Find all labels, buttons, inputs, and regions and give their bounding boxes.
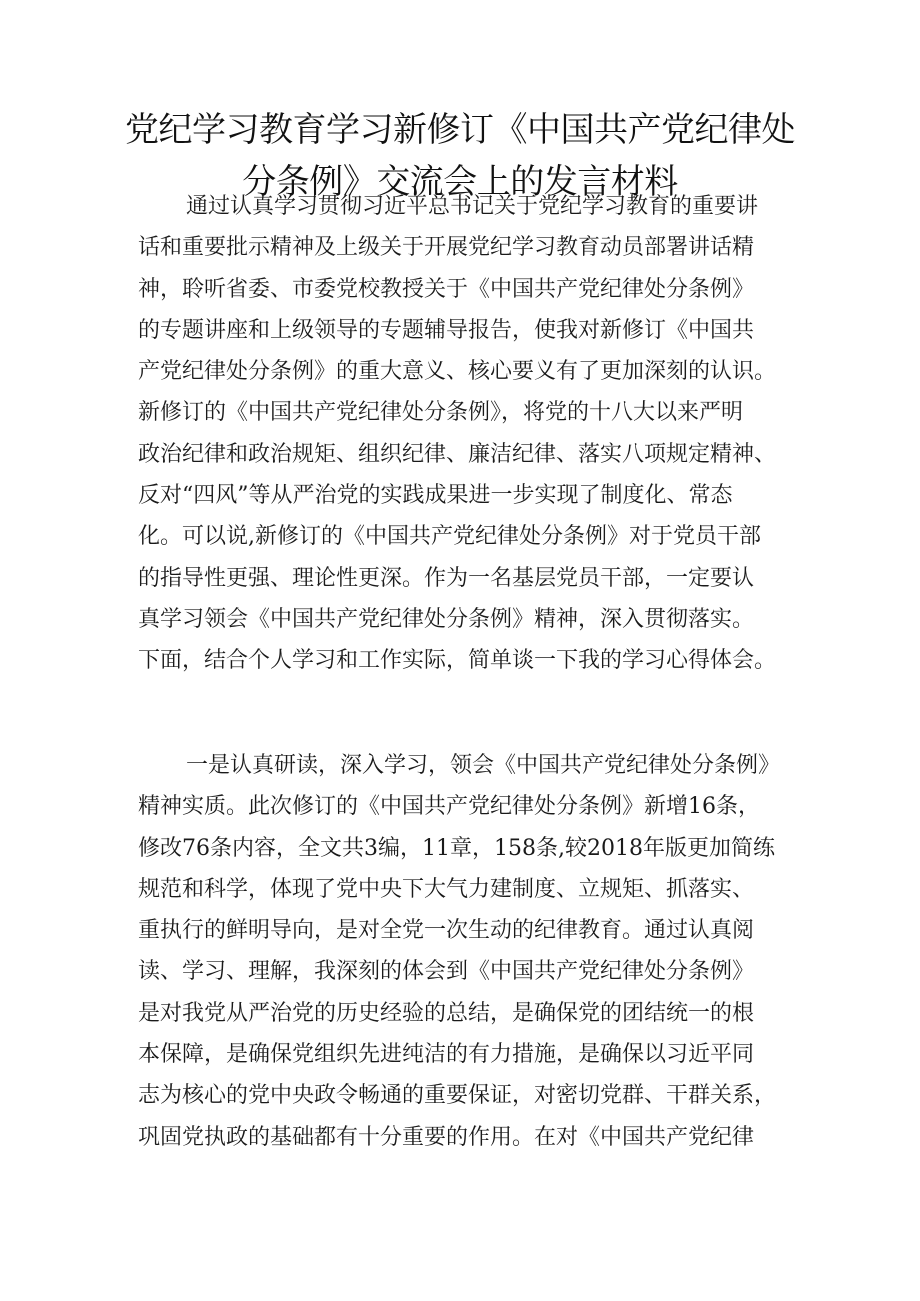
paragraph-line: 反对“四风”等从严治党的实践成果进一步实现了制度化、常态 [138,483,733,509]
paragraph-section-one [138,745,818,1158]
paragraph-line: 巩固党执政的基础都有十分重要的作用。在对《中国共产党纪律 [138,1124,755,1150]
paragraph-line: 的专题讲座和上级领导的专题辅导报告，使我对新修订《中国共 [138,317,755,343]
paragraph-line: 产党纪律处分条例》的重大意义、核心要义有了更加深刻的认识。 [138,359,777,385]
title-line: 分条例》交流会上的发言材料 [242,162,678,202]
paragraph-line: 本保障，是确保党组织先进纯洁的有力措施，是确保以习近平同 [138,1042,755,1068]
title-line: 党纪学习教育学习新修订《中国共产党纪律处 [125,110,795,150]
paragraph-line: 政治纪律和政治规矩、组织纪律、廉洁纪律、落实八项规定精神、 [138,441,777,467]
paragraph-line: 重执行的鲜明导向，是对全党一次生动的纪律教育。通过认真阅 [138,918,755,944]
paragraph-line: 规范和科学，体现了党中央下大气力建制度、立规矩、抓落实、 [138,876,755,902]
paragraph-line: 神，聆听省委、市委党校教授关于《中国共产党纪律处分条例》 [138,276,755,302]
paragraph-line: 精神实质。此次修订的《中国共产党纪律处分条例》新增16条， [138,794,760,820]
paragraph-line: 新修订的《中国共产党纪律处分条例》，将党的十八大以来严明 [138,400,744,426]
paragraph-line: 修改76条内容，全文共3编，11章，158条,较2018年版更加简练 [138,835,775,861]
paragraph-line: 真学习领会《中国共产党纪律处分条例》精神，深入贯彻落实。 [138,606,755,632]
paragraph-line: 读、学习、理解，我深刻的体会到《中国共产党纪律处分条例》 [138,959,755,985]
paragraph-line: 是对我党从严治党的历史经验的总结，是确保党的团结统一的根 [138,1000,755,1026]
paragraph-intro [138,186,818,682]
paragraph-line: 的指导性更强、理论性更深。作为一名基层党员干部，一定要认 [138,565,755,591]
paragraph-line: 一是认真研读，深入学习，领会《中国共产党纪律处分条例》 [186,753,781,778]
paragraph-line: 志为核心的党中央政令畅通的重要保证，对密切党群、干群关系， [138,1083,777,1109]
paragraph-line: 通过认真学习贯彻习近平总书记关于党纪学习教育的重要讲 [186,194,759,219]
paragraph-line: 话和重要批示精神及上级关于开展党纪学习教育动员部署讲话精 [138,235,755,261]
paragraph-line: 化。可以说,新修订的《中国共产党纪律处分条例》对于党员干部 [138,524,761,550]
paragraph-line: 下面，结合个人学习和工作实际，简单谈一下我的学习心得体会。 [138,648,777,674]
